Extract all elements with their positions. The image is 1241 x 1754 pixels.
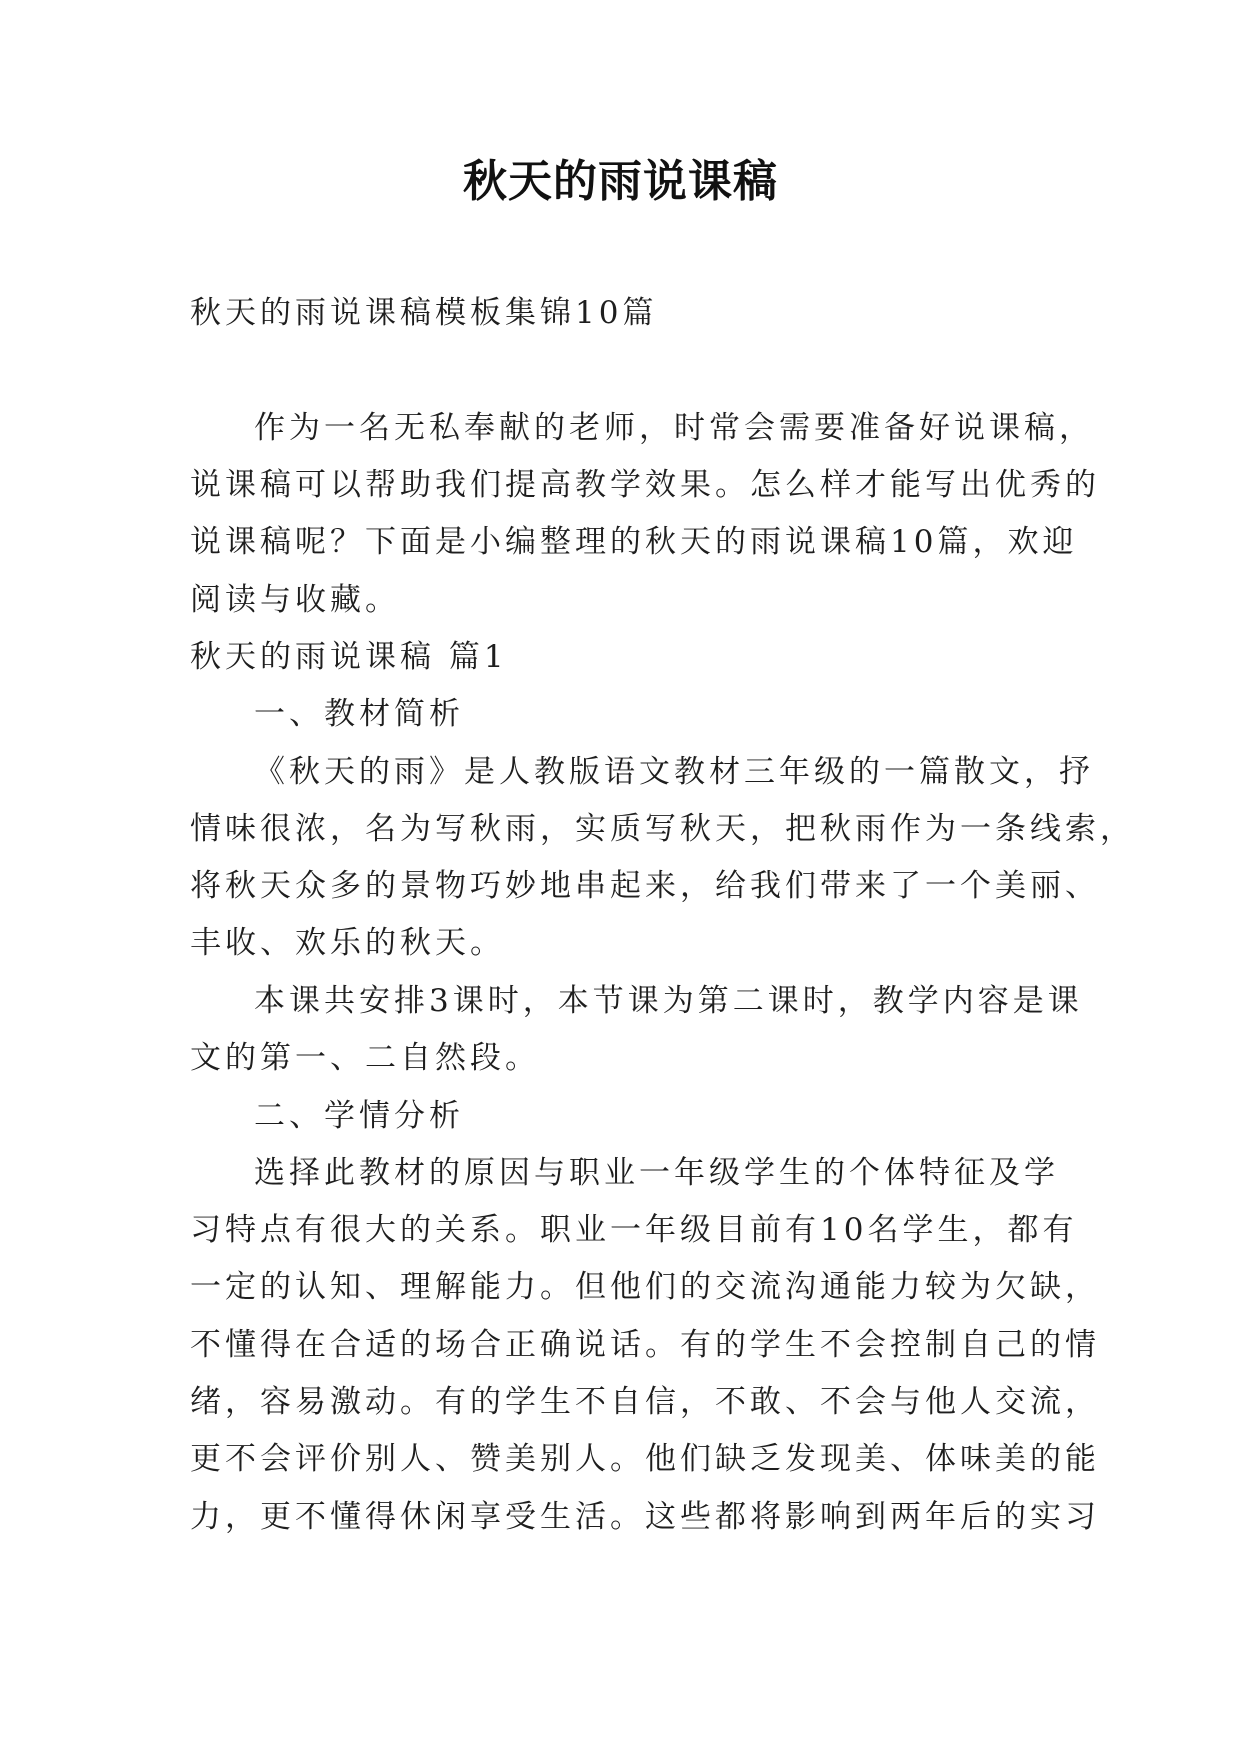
paragraph-line: 阅读与收藏。	[190, 582, 400, 618]
document-subtitle: 秋天的雨说课稿模板集锦10篇	[190, 295, 658, 331]
paragraph-line: 力，更不懂得休闲享受生活。这些都将影响到两年后的实习	[190, 1499, 1100, 1535]
paragraph-line: 本课共安排3课时，本节课为第二课时，教学内容是课	[254, 983, 1083, 1019]
paragraph-line: 《秋天的雨》是人教版语文教材三年级的一篇散文，抒	[254, 754, 1094, 790]
paragraph-line: 不懂得在合适的场合正确说话。有的学生不会控制自己的情	[190, 1327, 1100, 1363]
subsection-heading: 一、教材简析	[254, 696, 464, 732]
paragraph-line: 一定的认知、理解能力。但他们的交流沟通能力较为欠缺，	[190, 1269, 1100, 1305]
paragraph-line: 作为一名无私奉献的老师，时常会需要准备好说课稿，	[254, 410, 1094, 446]
paragraph-line: 将秋天众多的景物巧妙地串起来，给我们带来了一个美丽、	[190, 868, 1100, 904]
paragraph-line: 文的第一、二自然段。	[190, 1040, 540, 1076]
paragraph-line: 丰收、欢乐的秋天。	[190, 925, 505, 961]
paragraph-line: 更不会评价别人、赞美别人。他们缺乏发现美、体味美的能	[190, 1441, 1100, 1477]
paragraph-line: 说课稿可以帮助我们提高教学效果。怎么样才能写出优秀的	[190, 467, 1100, 503]
paragraph-line: 情味很浓，名为写秋雨，实质写秋天，把秋雨作为一条线索，	[190, 811, 1135, 847]
section-heading: 秋天的雨说课稿 篇1	[190, 639, 508, 675]
paragraph-line: 说课稿呢？下面是小编整理的秋天的雨说课稿10篇，欢迎	[190, 524, 1078, 560]
paragraph-line: 选择此教材的原因与职业一年级学生的个体特征及学	[254, 1155, 1059, 1191]
page-title: 秋天的雨说课稿	[463, 156, 778, 207]
subsection-heading: 二、学情分析	[254, 1098, 464, 1134]
paragraph-line: 绪，容易激动。有的学生不自信，不敢、不会与他人交流，	[190, 1384, 1100, 1420]
paragraph-line: 习特点有很大的关系。职业一年级目前有10名学生，都有	[190, 1212, 1078, 1248]
